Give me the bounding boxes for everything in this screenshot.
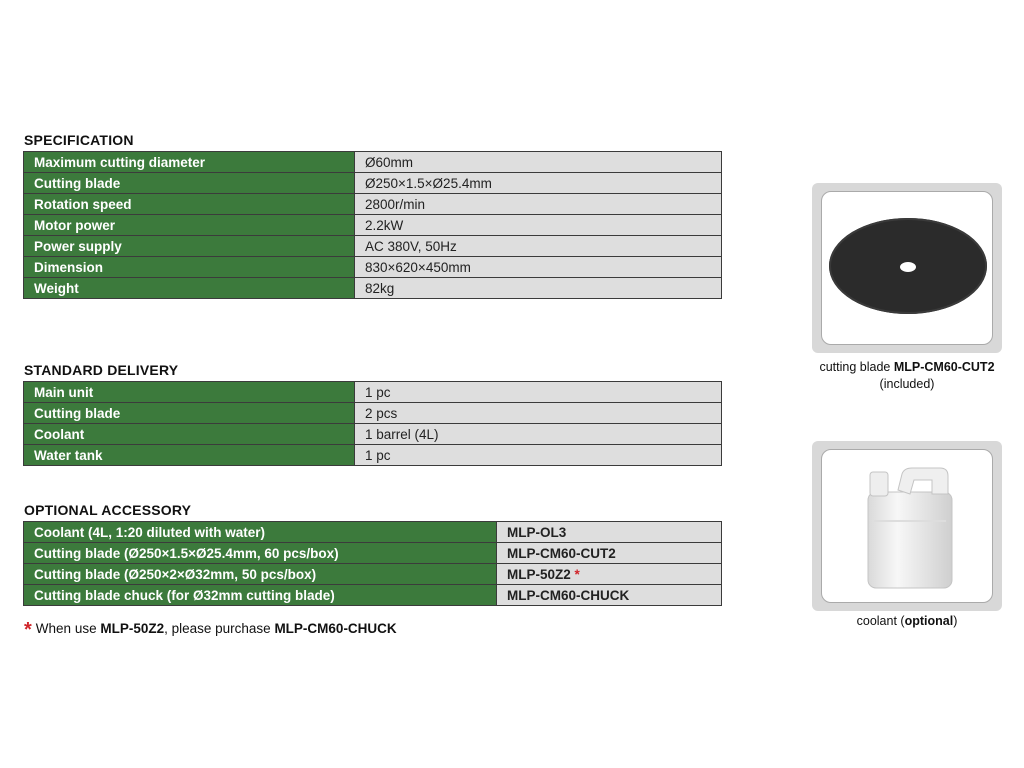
delivery-label: Water tank xyxy=(24,445,355,466)
delivery-value: 2 pcs xyxy=(355,403,722,424)
table-row xyxy=(24,257,722,278)
accessory-model xyxy=(497,585,722,606)
accessory-model xyxy=(497,564,722,585)
table-row xyxy=(24,382,722,403)
accessory-model-text: MLP-50Z2 xyxy=(507,566,571,582)
blade-caption xyxy=(800,359,1014,393)
delivery-label: Coolant xyxy=(24,424,355,445)
asterisk-mark: * xyxy=(24,619,32,641)
table-row xyxy=(24,445,722,466)
coolant-jerrycan-icon xyxy=(822,450,992,602)
accessory-model xyxy=(497,543,722,564)
standard-delivery-table xyxy=(23,381,722,466)
delivery-value: 1 pc xyxy=(355,445,722,466)
asterisk-mark: * xyxy=(574,566,580,582)
delivery-label: Main unit xyxy=(24,382,355,403)
table-row xyxy=(24,403,722,424)
spec-label: Maximum cutting diameter xyxy=(24,152,355,173)
specification-table xyxy=(23,151,722,299)
table-row xyxy=(24,564,722,585)
cutting-disc-icon xyxy=(822,192,992,344)
accessory-model xyxy=(497,522,722,543)
delivery-label: Cutting blade xyxy=(24,403,355,424)
table-row xyxy=(24,522,722,543)
delivery-value: 1 pc xyxy=(355,382,722,403)
spec-label: Dimension xyxy=(24,257,355,278)
blade-caption-prefix: cutting blade xyxy=(819,360,894,374)
accessory-label: Coolant (4L, 1:20 diluted with water) xyxy=(24,522,497,543)
specification-title: SPECIFICATION xyxy=(24,132,134,148)
blade-image-card xyxy=(812,183,1002,353)
table-row xyxy=(24,543,722,564)
optional-accessory-table xyxy=(23,521,722,606)
footnote-prefix: When use xyxy=(35,621,101,636)
spec-label: Rotation speed xyxy=(24,194,355,215)
blade-image-frame xyxy=(821,191,993,345)
standard-delivery-title: STANDARD DELIVERY xyxy=(24,362,179,378)
table-row xyxy=(24,236,722,257)
coolant-caption-suffix: ) xyxy=(953,614,958,628)
accessory-model-text: MLP-CM60-CUT2 xyxy=(507,545,616,561)
spec-value: 2800r/min xyxy=(355,194,722,215)
accessory-label: Cutting blade chuck (for Ø32mm cutting blade) xyxy=(24,585,497,606)
accessory-model-text: MLP-OL3 xyxy=(507,524,567,540)
coolant-image-card xyxy=(812,441,1002,611)
table-row xyxy=(24,585,722,606)
table-row xyxy=(24,194,722,215)
accessory-label: Cutting blade (Ø250×2×Ø32mm, 50 pcs/box) xyxy=(24,564,497,585)
spec-value: 830×620×450mm xyxy=(355,257,722,278)
footnote-middle: , please purchase xyxy=(164,621,275,636)
coolant-image-frame xyxy=(821,449,993,603)
coolant-caption-prefix: coolant ( xyxy=(856,614,905,628)
spec-label: Weight xyxy=(24,278,355,299)
footnote xyxy=(24,616,397,639)
accessory-model-text: MLP-CM60-CHUCK xyxy=(507,587,630,603)
table-row xyxy=(24,424,722,445)
table-row xyxy=(24,152,722,173)
spec-value: AC 380V, 50Hz xyxy=(355,236,722,257)
spec-label: Motor power xyxy=(24,215,355,236)
spec-value: 82kg xyxy=(355,278,722,299)
blade-caption-model: MLP-CM60-CUT2 xyxy=(893,360,995,374)
table-row xyxy=(24,278,722,299)
delivery-value: 1 barrel (4L) xyxy=(355,424,722,445)
coolant-caption xyxy=(800,613,1014,630)
spec-value: Ø250×1.5×Ø25.4mm xyxy=(355,173,722,194)
spec-value: Ø60mm xyxy=(355,152,722,173)
coolant-caption-bold: optional xyxy=(904,614,954,628)
footnote-model-2: MLP-CM60-CHUCK xyxy=(274,621,397,636)
table-row xyxy=(24,173,722,194)
spec-label: Cutting blade xyxy=(24,173,355,194)
table-row xyxy=(24,215,722,236)
footnote-model-1: MLP-50Z2 xyxy=(100,621,165,636)
spec-value: 2.2kW xyxy=(355,215,722,236)
blade-caption-note: (included) xyxy=(879,377,935,391)
accessory-label: Cutting blade (Ø250×1.5×Ø25.4mm, 60 pcs/box) xyxy=(24,543,497,564)
spec-label: Power supply xyxy=(24,236,355,257)
optional-accessory-title: OPTIONAL ACCESSORY xyxy=(24,502,192,518)
